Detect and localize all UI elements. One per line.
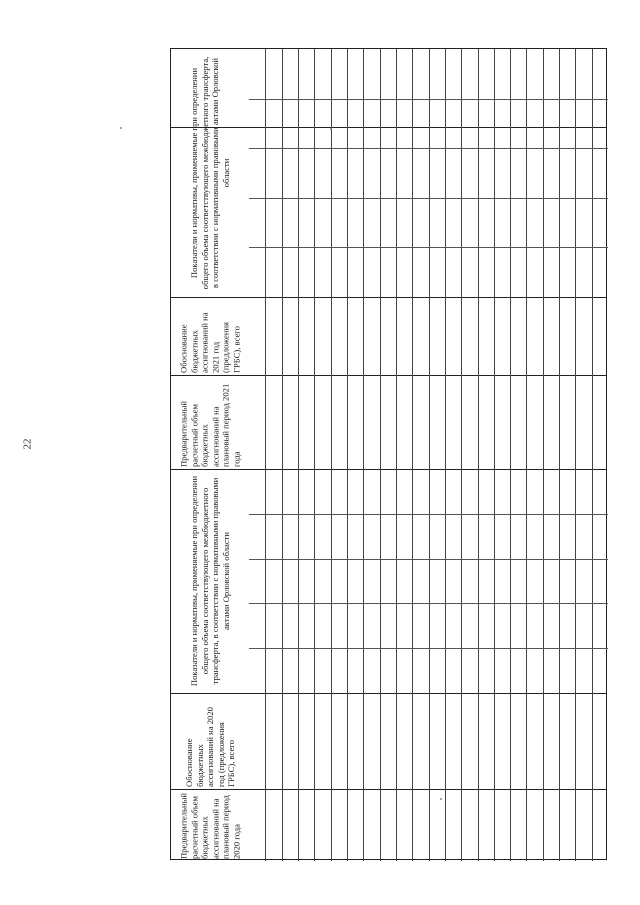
grid-column-line bbox=[461, 49, 462, 861]
grid-column-line bbox=[429, 49, 430, 861]
header-cell-indicators-2020 bbox=[171, 469, 249, 693]
grid-column-line bbox=[363, 49, 364, 861]
grid-column-line bbox=[478, 49, 479, 861]
header-text: Показатели и нормативы, применяемые при определении общего объема соответствующего межбюджетного трансферта, в соответствии с нормативными правовыми актами Орловской области bbox=[189, 475, 231, 687]
grid-column-line bbox=[380, 49, 381, 861]
grid-column-line bbox=[396, 49, 397, 861]
header-text: Предварительный расчетный объем бюджетных ассигнований на плановый период 2020 года bbox=[178, 793, 241, 859]
grid-column-line bbox=[445, 49, 446, 861]
grid-column-line bbox=[265, 49, 266, 861]
header-text: Обоснование бюджетных ассигнований на 2021 год (предложения ГРБС), всего bbox=[178, 312, 241, 373]
header-text: Обоснование бюджетных ассигнований на 2020 год (предложения ГРБС), всего bbox=[183, 707, 236, 787]
block-separator bbox=[171, 297, 606, 298]
speck bbox=[120, 127, 122, 129]
grid-column-line bbox=[282, 49, 283, 861]
header-cell-basis-2020 bbox=[171, 693, 249, 789]
grid-column-line bbox=[314, 49, 315, 861]
header-cell-prelim-2021 bbox=[171, 375, 249, 469]
grid-column-line bbox=[510, 49, 511, 861]
speck bbox=[330, 128, 332, 130]
speck bbox=[440, 798, 442, 800]
header-cell-prelim-2020 bbox=[171, 789, 249, 861]
grid-column-line bbox=[592, 49, 593, 861]
grid-column-line bbox=[543, 49, 544, 861]
page-number: 22 bbox=[21, 438, 34, 450]
grid-column-line bbox=[526, 49, 527, 861]
budget-table bbox=[170, 48, 607, 860]
grid-column-line bbox=[347, 49, 348, 861]
block-separator bbox=[171, 469, 606, 470]
grid-column-line bbox=[298, 49, 299, 861]
grid-subdivision-line bbox=[249, 603, 608, 604]
block-separator bbox=[171, 375, 606, 376]
grid-subdivision-line bbox=[249, 99, 608, 100]
header-text: Показатели и нормативы, применяемые при определении общего объема соответствующего межбюджетного трансферта, в соответствии с нормативными правовыми актами Орловской области bbox=[189, 56, 231, 290]
grid-subdivision-line bbox=[249, 198, 608, 199]
header-text: Предварительный расчетный объем бюджетных ассигнований на плановый период 2021 года bbox=[178, 383, 241, 467]
grid-column-line bbox=[559, 49, 560, 861]
block-separator bbox=[171, 789, 606, 790]
header-cell-basis-2021 bbox=[171, 297, 249, 375]
block-separator bbox=[171, 693, 606, 694]
grid-subdivision-line bbox=[249, 247, 608, 248]
grid-column-line bbox=[494, 49, 495, 861]
grid-subdivision-line bbox=[249, 148, 608, 149]
grid-column-line bbox=[412, 49, 413, 861]
grid-column-line bbox=[331, 49, 332, 861]
grid-column-line bbox=[575, 49, 576, 861]
grid-subdivision-line bbox=[249, 514, 608, 515]
grid-subdivision-line bbox=[249, 559, 608, 560]
header-cell-indicators-2021 bbox=[171, 49, 249, 297]
grid-subdivision-line bbox=[249, 648, 608, 649]
